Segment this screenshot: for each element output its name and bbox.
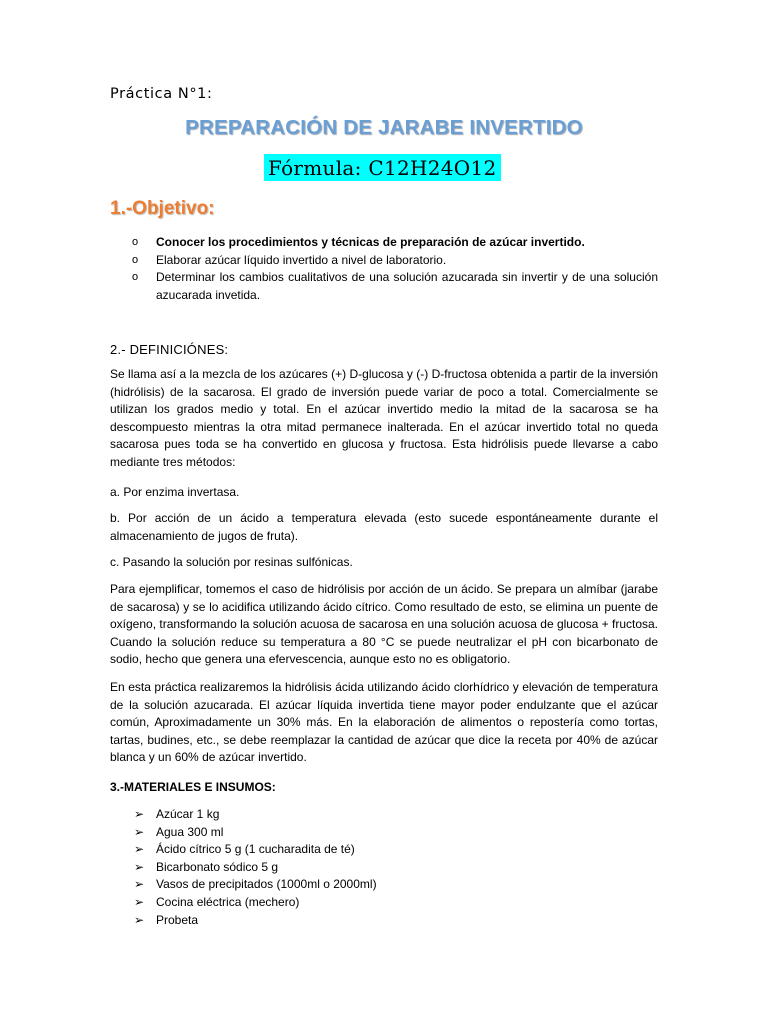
circle-bullet-icon: o (132, 236, 139, 248)
list-item: ➢ Cocina eléctrica (mechero) (134, 894, 377, 912)
document-title: PREPARACIÓN DE JARABE INVERTIDO (185, 116, 583, 139)
list-item: ➢ Bicarbonato sódico 5 g (134, 859, 377, 877)
arrow-bullet-icon: ➢ (134, 894, 145, 909)
arrow-bullet-icon: ➢ (134, 877, 145, 892)
definition-paragraph: Se llama así a la mezcla de los azúcares (+) D-glucosa y (-) D-fructosa obtenida a partir de la inversión (hidrólisis) de la sacarosa. El grado de inversión puede variar de poco a total. Comercialmente se utilizan los grados medio y total. En el azúcar invertido medio la mitad de la sacarosa se ha descompuesto mientras la otra mitad permanece inalterada. En el azúcar invertido total no queda sacarosa pues toda se ha convertido en glucosa y fructosa. Esta hidrólisis puede llevarse a cabo mediante tres métodos: (110, 367, 658, 469)
list-item: o Conocer los procedimientos y técnicas de preparación de azúcar invertido. (132, 234, 658, 252)
circle-bullet-icon: o (132, 253, 139, 266)
method-b: b. Por acción de un ácido a temperatura elevada (esto sucede espontáneamente durante el almacenamiento de jugos de fruta). (110, 511, 658, 543)
materials-list (134, 806, 377, 929)
arrow-bullet-icon: ➢ (134, 824, 145, 839)
list-item: o Elaborar azúcar líquido invertido a nivel de laboratorio. (132, 252, 658, 270)
arrow-bullet-icon: ➢ (134, 842, 145, 857)
method-c: c. Pasando la solución por resinas sulfónicas. (110, 555, 353, 569)
list-item: o Determinar los cambios cualitativos de una solución azucarada sin invertir y de una solución azucarada invetida. (132, 270, 658, 302)
list-item: ➢ Probeta (134, 912, 377, 930)
circle-bullet-icon: o (132, 271, 139, 284)
arrow-bullet-icon: ➢ (134, 912, 145, 927)
objective-heading: 1.-Objetivo: (110, 198, 215, 219)
practice-number: Práctica N°1: (110, 86, 213, 102)
materials-heading: 3.-MATERIALES E INSUMOS: (110, 780, 276, 794)
formula-highlight: Fórmula: C12H24O12 (264, 154, 501, 181)
example-paragraph: Para ejemplificar, tomemos el caso de hidrólisis por acción de un ácido. Se prepara un almíbar (jarabe de sacarosa) y se lo acidifica utilizando ácido cítrico. Como resultado de esto, se elimina un puente de oxígeno, transformando la solución acuosa de sacarosa en una solución acuosa de glucosa + fructosa. Cuando la solución reduce su temperatura a 80 °C se puede neutralizar el pH con bicarbonato de sodio, hecho que genera una efervescencia, aunque esto no es obligatorio. (110, 582, 659, 667)
arrow-bullet-icon: ➢ (134, 859, 145, 874)
arrow-bullet-icon: ➢ (134, 807, 145, 821)
list-item: ➢ Ácido cítrico 5 g (1 cucharadita de té) (134, 841, 377, 859)
list-item: ➢ Vasos de precipitados (1000ml o 2000ml) (134, 876, 377, 894)
list-item: ➢ Azúcar 1 kg (134, 806, 377, 824)
objective-list (132, 234, 658, 304)
method-a: a. Por enzima invertasa. (110, 485, 240, 499)
definitions-heading: 2.- DEFINICIÓNES: (110, 342, 229, 357)
list-item: ➢ Agua 300 ml (134, 824, 377, 842)
practice-paragraph: En esta práctica realizaremos la hidrólisis ácida utilizando ácido clorhídrico y elevación de temperatura de la solución azucarada. El azúcar líquida invertida tiene mayor poder endulzante que el azúcar común, Aproximadamente un 30% más. En la elaboración de alimentos o repostería como tortas, tartas, budines, etc., se debe reemplazar la cantidad de azúcar que dice la receta por 40% de azúcar blanca y un 60% de azúcar invertido. (110, 680, 658, 765)
